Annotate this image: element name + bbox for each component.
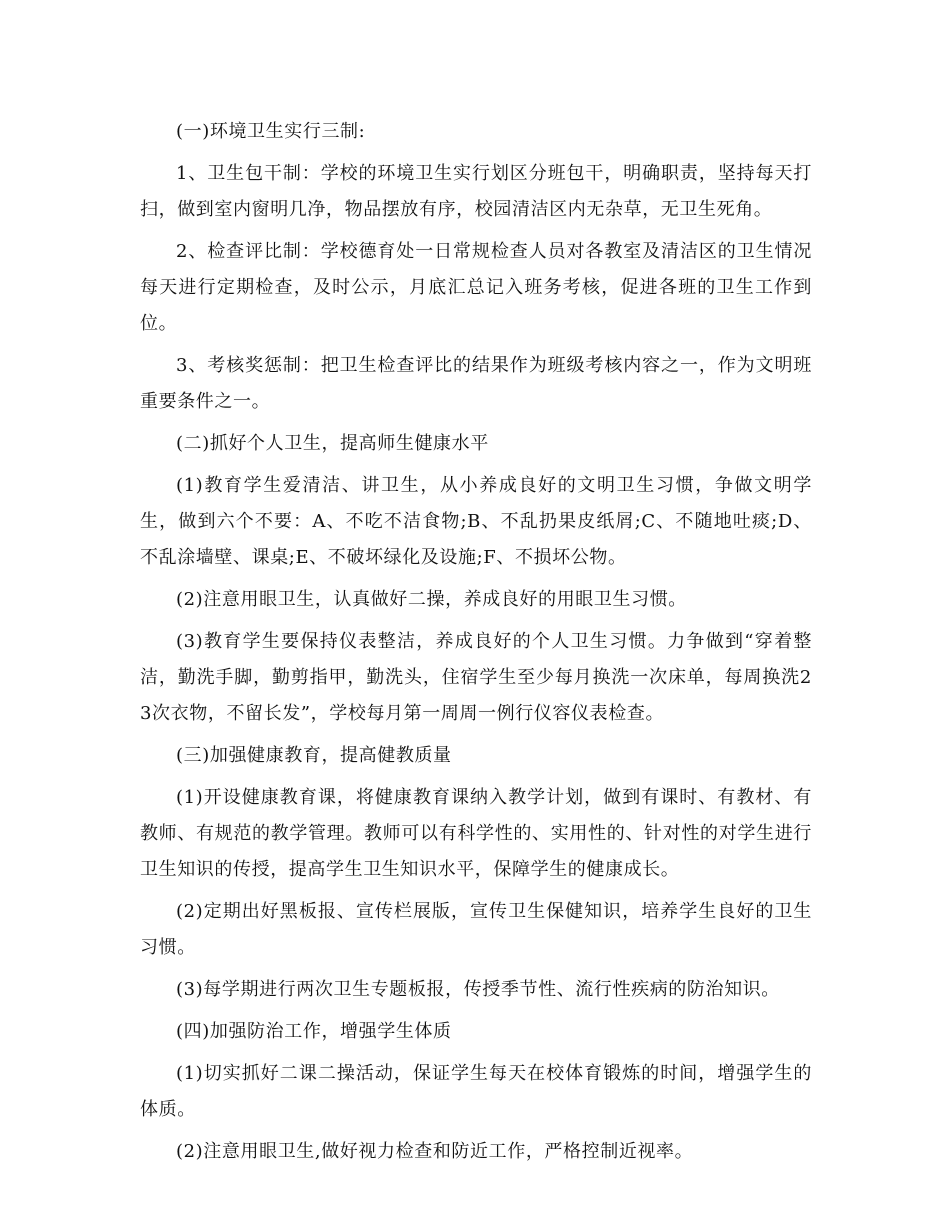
paragraph-seasonal-disease: (3)每学期进行两次卫生专题板报，传授季节性、流行性疾病的防治知识。: [176, 979, 780, 1000]
paragraph-hygiene-habits: (1)教育学生爱清洁、讲卫生，从小养成良好的文明卫生习惯，争做文明学生，做到六个不要：A、不吃不洁食物;B、不乱扔果皮纸屑;C、不随地吐痰;D、不乱涂墙壁、课桌;E、不破坏绿化及设施;F、不损坏公物。: [140, 475, 812, 568]
section-heading-prevention: (四)加强防治工作，增强学生体质: [176, 1021, 452, 1042]
paragraph-vision-control: (2)注意用眼卫生,做好视力检查和防近工作，严格控制近视率。: [176, 1141, 694, 1162]
paragraph-sanitation-contract: 1、卫生包干制：学校的环境卫生实行划区分班包干，明确职责，坚持每天打扫，做到室内窗明几净，物品摆放有序，校园清洁区内无杂草，无卫生死角。: [140, 163, 812, 220]
paragraph-personal-appearance: (3)教育学生要保持仪表整洁，养成良好的个人卫生习惯。力争做到“穿着整洁，勤洗手脚，勤剪指甲，勤洗头，住宿学生至少每月换洗一次床单，每周换洗23次衣物，不留长发”，学校每月第一周周一例行仪容仪表检查。: [140, 631, 812, 724]
paragraph-inspection-rating: 2、检查评比制：学校德育处一日常规检查人员对各教室及清洁区的卫生情况每天进行定期检查，及时公示，月底汇总记入班务考核，促进各班的卫生工作到位。: [140, 241, 812, 334]
paragraph-health-courses: (1)开设健康教育课，将健康教育课纳入教学计划，做到有课时、有教材、有教师、有规范的教学管理。教师可以有科学性的、实用性的、针对性的对学生进行卫生知识的传授，提高学生卫生知识水平，保障学生的健康成长。: [140, 787, 812, 880]
section-heading-environment: (一)环境卫生实行三制:: [176, 121, 366, 142]
paragraph-assessment-rewards: 3、考核奖惩制：把卫生检查评比的结果作为班级考核内容之一，作为文明班重要条件之一。: [140, 355, 812, 412]
section-heading-health-education: (三)加强健康教育，提高健教质量: [176, 745, 452, 766]
section-heading-personal-hygiene: (二)抓好个人卫生，提高师生健康水平: [176, 433, 489, 454]
paragraph-blackboard-reports: (2)定期出好黑板报、宣传栏展版，宣传卫生保健知识，培养学生良好的卫生习惯。: [140, 901, 812, 958]
paragraph-physical-activity: (1)切实抓好二课二操活动，保证学生每天在校体育锻炼的时间，增强学生的体质。: [140, 1063, 812, 1120]
paragraph-eye-hygiene: (2)注意用眼卫生，认真做好二操，养成良好的用眼卫生习惯。: [176, 589, 687, 610]
document-body: [140, 114, 812, 1176]
